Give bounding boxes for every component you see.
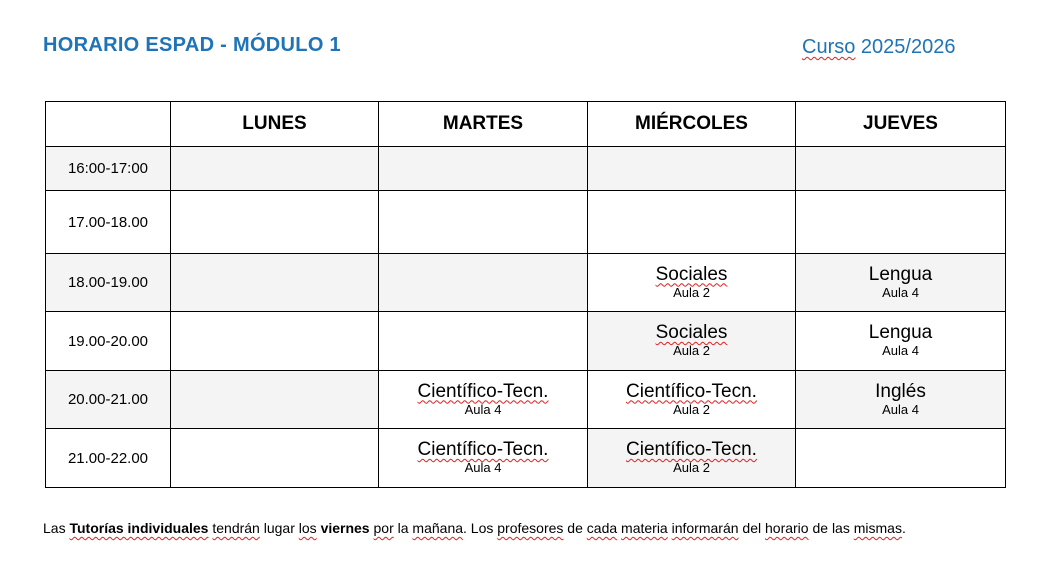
schedule-cell (379, 371, 588, 429)
schedule-cell (379, 191, 588, 254)
note-text: informarán (671, 520, 739, 536)
note-text: de (563, 520, 587, 536)
schedule-cell (796, 429, 1006, 488)
schedule-cell (171, 147, 379, 191)
schedule-cell (171, 191, 379, 254)
subject-name: Sociales (655, 263, 728, 285)
schedule-cell (379, 429, 588, 488)
room-label: Aula 4 (464, 401, 502, 417)
header-row (46, 102, 1006, 147)
schedule-row (46, 371, 1006, 429)
note-text: profesores (497, 520, 564, 536)
note-text: mañana (412, 520, 464, 536)
subject-name: Científico-Tecn. (626, 439, 757, 460)
day-header: LUNES (171, 102, 379, 147)
day-header: JUEVES (796, 102, 1006, 147)
course-word: Curso (802, 36, 856, 58)
note-text: mismas (853, 520, 902, 536)
time-slot: 19.00-20.00 (46, 312, 171, 371)
note-text: Las (43, 520, 70, 536)
note-text: del (738, 520, 765, 536)
schedule-row (46, 147, 1006, 191)
schedule-cell (588, 371, 796, 429)
subject-name: Sociales (655, 322, 728, 343)
day-header: MIÉRCOLES (588, 102, 796, 147)
schedule-cell (171, 312, 379, 371)
note-text: de las (808, 520, 854, 536)
room-label: Aula 4 (882, 284, 919, 300)
subject-name: Científico-Tecn. (417, 439, 549, 460)
subject-name: Lengua (868, 263, 933, 285)
room-label: Aula 4 (882, 343, 919, 358)
room-label: Aula 4 (464, 460, 502, 475)
schedule-cell (379, 312, 588, 371)
course-label (802, 36, 955, 59)
note-text: lugar (259, 520, 299, 536)
time-slot: 21.00-22.00 (46, 429, 171, 488)
schedule-row (46, 254, 1006, 312)
schedule-cell (796, 371, 1006, 429)
room-label: Aula 2 (673, 284, 710, 300)
room-label: Aula 2 (673, 460, 710, 475)
subject-name: Científico-Tecn. (626, 380, 757, 402)
time-slot: 16:00-17:00 (46, 147, 171, 191)
note-bold: Tutorías individuales (69, 520, 209, 536)
note-text: la (393, 520, 413, 536)
footnote (43, 520, 906, 536)
schedule-row (46, 191, 1006, 254)
note-text: por (373, 520, 394, 536)
schedule-row (46, 429, 1006, 488)
time-slot: 18.00-19.00 (46, 254, 171, 312)
note-text: cada (586, 520, 618, 536)
schedule-cell (171, 429, 379, 488)
schedule-cell (171, 371, 379, 429)
subject-name: Inglés (875, 380, 926, 402)
day-header: MARTES (379, 102, 588, 147)
note-text: . (901, 520, 906, 536)
schedule-cell (588, 191, 796, 254)
schedule-cell (171, 254, 379, 312)
note-text: tendrán (212, 520, 260, 536)
schedule-cell (796, 191, 1006, 254)
note-text: materia (621, 520, 668, 536)
subject-name: Científico-Tecn. (417, 380, 549, 402)
schedule-cell (588, 254, 796, 312)
note-text: los (298, 520, 317, 536)
room-label: Aula 2 (673, 343, 710, 358)
time-slot: 20.00-21.00 (46, 371, 171, 429)
time-slot: 17.00-18.00 (46, 191, 171, 254)
schedule-row (46, 312, 1006, 371)
note-text: . Los (463, 520, 498, 536)
schedule-cell (796, 254, 1006, 312)
note-text: horario (765, 520, 809, 536)
subject-name: Lengua (868, 322, 933, 343)
schedule-cell (588, 429, 796, 488)
corner-cell (46, 102, 171, 147)
schedule-cell (588, 312, 796, 371)
schedule-cell (588, 147, 796, 191)
schedule-cell (796, 312, 1006, 371)
room-label: Aula 2 (673, 401, 710, 417)
schedule-cell (379, 147, 588, 191)
schedule-cell (379, 254, 588, 312)
page-title: HORARIO ESPAD - MÓDULO 1 (43, 34, 341, 56)
course-year: 2025/2026 (860, 36, 956, 58)
note-bold: viernes (320, 520, 370, 536)
schedule-cell (796, 147, 1006, 191)
schedule-table (45, 101, 1006, 488)
room-label: Aula 4 (882, 401, 919, 417)
